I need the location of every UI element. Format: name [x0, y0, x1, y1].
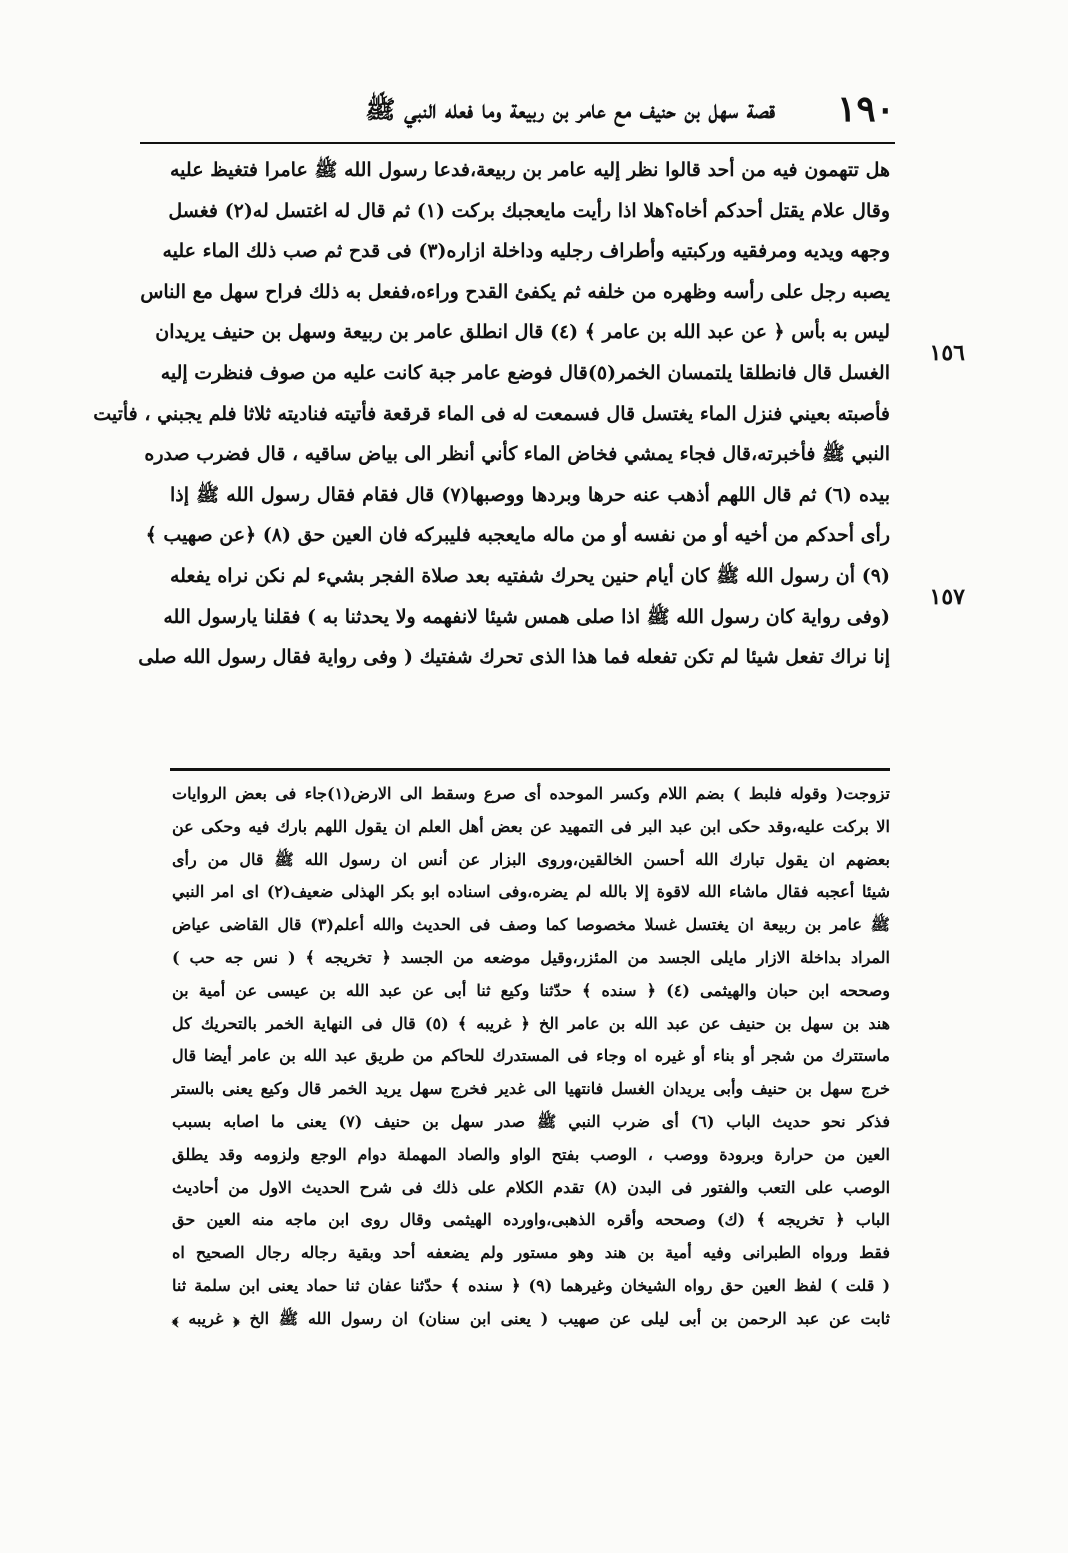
footnote-separator [170, 768, 890, 771]
footnote-line: الا بركت عليه،وقد حكى ابن عبد البر فى التمهيد عن بعض أهل العلم ان يقول اللهم بارك فيه وحكى عن [172, 816, 890, 836]
footnote-line: فقط ورواه الطبرانى وفيه أمية بن هند وهو مستور ولم يضعفه أحد وبقية رجاله رجال الصحيح اه [172, 1243, 890, 1263]
footnote-line: شيئا أعجبه فقال ماشاء الله لاقوة إلا بالله لم يضره،وفى اسناده ابو بكر الهذلى ضعيف(٢) اى امر النبي [172, 882, 890, 902]
text-line: إنا نراك تفعل شيئا لم تكن تفعله فما هذا الذى تحرك شفتيك ( وفى رواية فقال رسول الله صلى [138, 646, 890, 669]
text-line: النبي ﷺ فأخبرته،قال فجاء يمشي فخاض الماء كأني أنظر الى بياض ساقيه ، قال فضرب صدره [144, 443, 890, 466]
hadith-number: ١٥٦ [929, 340, 965, 366]
footnote-line: هند بن سهل بن حنيف عن عبد الله بن عامر الخ ﴿ غريبه ﴾ (٥) قال فى النهاية الخمر بالتحريك كل [172, 1013, 891, 1033]
page-number: ١٩٠ [836, 88, 895, 130]
footnote-line: ماستترك من شجر أو بناء أو غيره اه وجاء فى المستدرك للحاكم من طريق عبد الله بن عامر أيضا قال [172, 1046, 890, 1066]
text-line: (٩) أن رسول الله ﷺ كان أيام حنين يحرك شفتيه بعد صلاة الفجر بشيء لم نكن نراه يفعله [170, 564, 890, 587]
text-line: ليس به بأس ﴿ عن عبد الله بن عامر ﴾ (٤) قال انطلق عامر بن ربيعة وسهل بن حنيف يريدان [155, 321, 890, 344]
footnote-line: ثابت عن عبد الرحمن بن أبى ليلى عن صهيب ( يعنى ابن سنان) ان رسول الله ﷺ الخ ﴿ غريبه ﴾ [172, 1308, 891, 1328]
text-line: رأى أحدكم من أخيه أو من نفسه أو من ماله مايعجبه فليبركه فان العين حق (٨) ﴿عن صهيب ﴾ [145, 524, 890, 547]
footnote-line: وصححه ابن حبان والهيثمى (٤) ﴿ سنده ﴾ حدّثنا وكيع ثنا أبى عن عبد الله بن عيسى عن أمية بن [172, 980, 891, 1000]
footnote-line: العين من حرارة وبرودة ووصب ، الوصب بفتح الواو والصاد المهملة دوام الوجع ولزومه وقد يطلق [172, 1144, 890, 1164]
text-line: (وفى رواية كان رسول الله ﷺ اذا صلى همس شيئا لانفهمه ولا يحدثنا به ) فقلنا يارسول الله [163, 605, 890, 628]
page-header [140, 80, 895, 138]
text-line: وجهه ويديه ومرفقيه وركبتيه وأطراف رجليه وداخلة ازاره(٣) فى قدح ثم صب ذلك الماء عليه [162, 240, 890, 263]
footnotes [172, 778, 890, 1336]
footnote-line: ﷺ عامر بن ربيعة ان يغتسل غسلا مخصوصا كما وصف فى الحديث والله أعلم(٣) قال القاضى عياض [172, 915, 891, 935]
text-line: وقال علام يقتل أحدكم أخاه؟هلا اذا رأيت مايعجبك بركت (١) ثم قال له اغتسل له(٢) فغسل [168, 199, 890, 222]
text-line: يصبه رجل على رأسه وظهره من خلفه ثم يكفئ القدح وراءه،ففعل به ذلك فراح سهل مع الناس [140, 280, 890, 303]
footnote-line: الوصب على التعب والفتور فى البدن (٨) تقدم الكلام على ذلك فى شرح الحديث الاول من أحاديث [172, 1177, 891, 1197]
footnote-line: خرج سهل بن حنيف وأبى يريدان الغسل فانتهيا الى غدير فخرج سهل يريد الخمر قال وكيع يعنى بالستر [172, 1079, 890, 1099]
footnote-line: فذكر نحو حديث الباب (٦) أى ضرب النبي ﷺ صدر سهل بن حنيف (٧) يعنى ما اصابه بسبب [172, 1111, 890, 1131]
main-text [93, 150, 890, 678]
text-line: هل تتهمون فيه من أحد قالوا نظر إليه عامر بن ربيعة،فدعا رسول الله ﷺ عامرا فتغيظ عليه [170, 159, 890, 181]
footnote-line: المراد بداخلة الازار مايلى الجسد من المئزر،وقيل موضعه من الجسد ﴿ تخريجه ﴾ ( نس جه حب ) [172, 947, 890, 967]
text-line: بيده (٦) ثم قال اللهم أذهب عنه حرها وبردها ووصبها(٧) قال فقام فقال رسول الله ﷺ إذا [170, 483, 890, 506]
footnote-line: ( قلت ) لفظ العين حق رواه الشيخان وغيرهما (٩) ﴿ سنده ﴾ حدّثنا عفان ثنا حماد يعنى ابن سلمة ثنا [172, 1275, 891, 1295]
header-rule [140, 142, 895, 144]
footnote-line: بعضهم ان يقول تبارك الله أحسن الخالقين،وروى البزار عن أنس ان رسول الله ﷺ قال من رأى [172, 849, 890, 869]
hadith-number: ١٥٧ [929, 584, 965, 610]
running-title: قصة سهل بن حنيف مع عامر بن ربيعة وما فعله النبي ﷺ [365, 95, 775, 124]
footnote-line: الباب ﴿ تخريجه ﴾ (ك) وصححه وأقره الذهبى،واورده الهيثمى وقال روى ابن ماجه منه العين حق [172, 1210, 890, 1230]
footnote-line: تزوجت( وقوله فلبط ) بضم اللام وكسر الموحده أى صرع وسقط الى الارض(١)جاء فى بعض الروايات [172, 784, 891, 803]
text-line: فأصبته بعيني فنزل الماء يغتسل قال فسمعت له فى الماء قرقعة فأتيته فناديته ثلاثا فلم يجبني ، فأتيت [93, 402, 890, 425]
text-line: الغسل قال فانطلقا يلتمسان الخمر(٥)قال فوضع عامر جبة كانت عليه من صوف فنظرت إليه [160, 361, 890, 384]
